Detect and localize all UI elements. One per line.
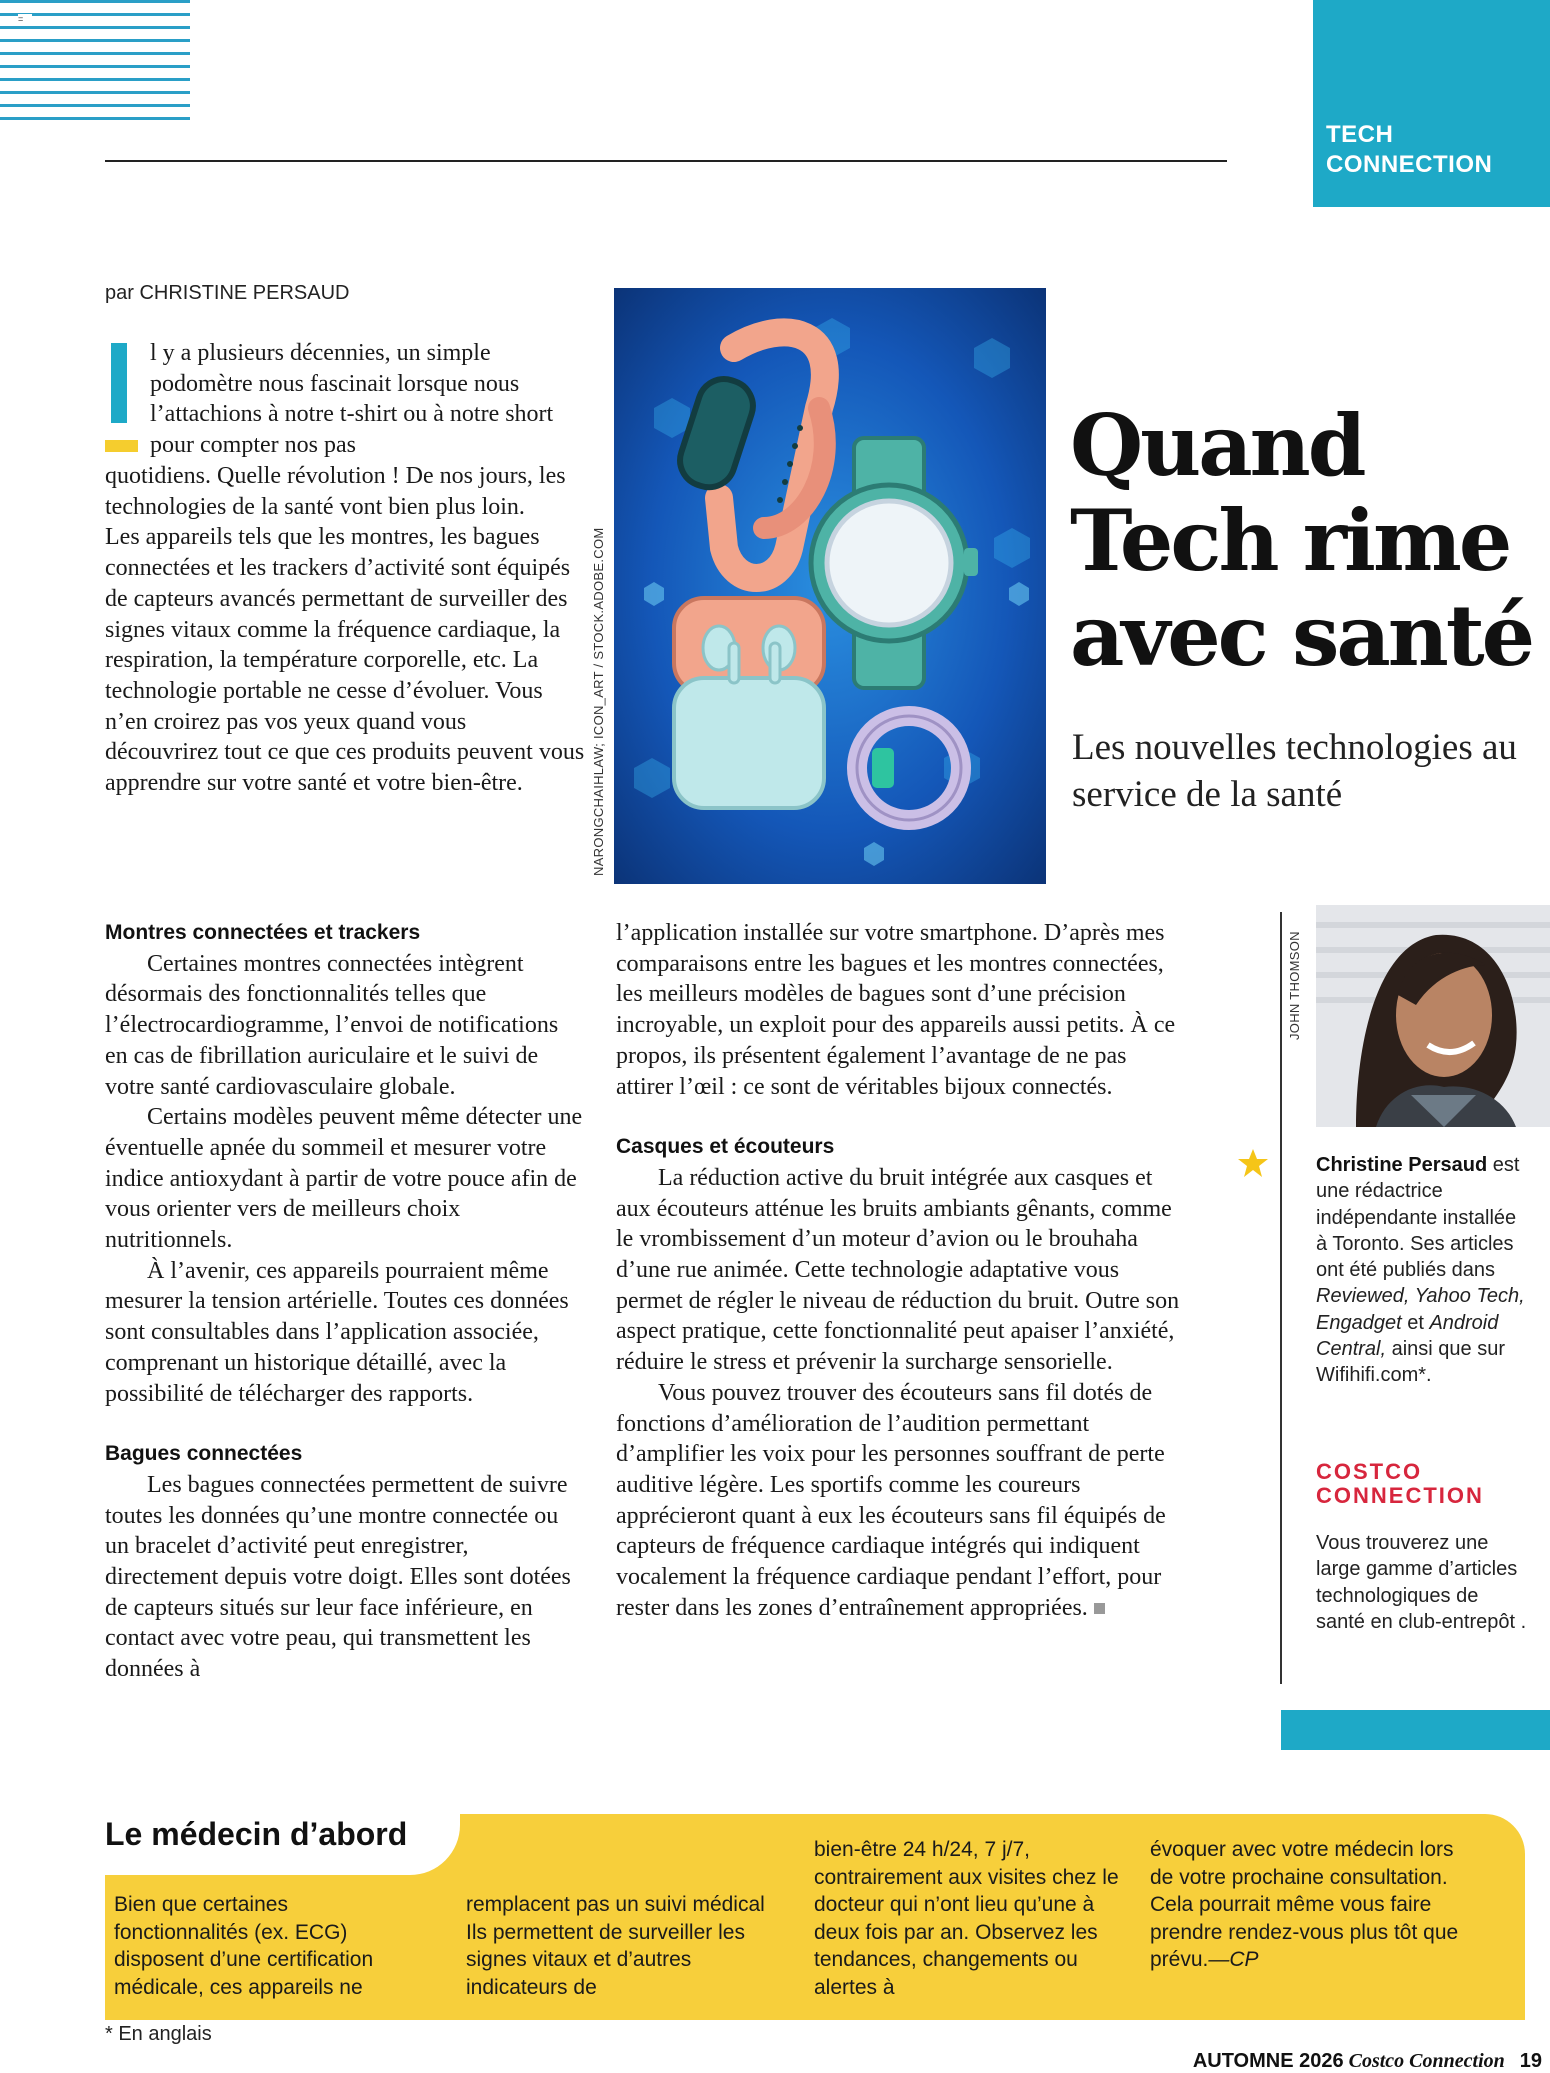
intro-dropcap-lines: l y a plusieurs décennies, un simple podomètre nous fascinait lorsque nous l’attachions à notre t-shirt ou à notre short pour compter nos pas <box>150 340 554 459</box>
costco-connection-label: COSTCO CONNECTION <box>1316 1459 1484 1508</box>
doctor-first-column-4 <box>1150 1836 1460 1974</box>
intro-paragraph-1-rest: quotidiens. Quelle révolution ! De nos jours, les technologies de la santé vont bien plus loin. <box>105 463 566 520</box>
section2-paragraph-1-continued: l’application installée sur votre smartphone. D’après mes comparaisons entre les bagues et les montres connectées, les meilleurs modèles de bagues sont d’une précision incroyable, un exploit pour des appareils aussi petits. À ce propos, ils présentent également l’avantage de ne pas attirer l’œil : ce sont de véritables bijoux connectés. <box>616 920 1176 1100</box>
author-portrait-icon <box>1316 905 1550 1127</box>
page-number: 19 <box>1519 2050 1542 2072</box>
wearables-illustration-icon <box>614 288 1046 884</box>
author-photo <box>1316 905 1550 1127</box>
costco-connection-text: Vous trouverez une large gamme d’articles technologiques de santé en club-entrepôt . <box>1316 1532 1527 1633</box>
section1-title: Montres connectées et trackers <box>105 921 421 944</box>
article-column-1 <box>105 918 585 1685</box>
hero-illustration <box>614 288 1046 884</box>
intro-body <box>105 461 585 799</box>
section1-paragraph-3: À l’avenir, ces appareils pourraient même mesurer la tension artérielle. Toutes ces données sont consultables dans l’application associée, comprenant un historique détaillé, avec la possibilité de télécharger des rapports. <box>105 1257 569 1407</box>
section3-title: Casques et écouteurs <box>616 1135 835 1159</box>
deck: Les nouvelles technologies au service de la santé <box>1072 727 1517 815</box>
section3-paragraph-2-text: Vous pouvez trouver des écouteurs sans fil dotés de fonctions d’amélioration de l’audition permettant d’amplifier les voix pour les personnes souffrant de perte auditive légère. Les sportifs comme les coureurs apprécieront quant à eux les écouteurs sans fil équipés de capteurs de fréquence cardiaque intégrés qui indiquent vocalement la fréquence cardiaque pendant l’effort, pour rester dans les zones d’entraînement appropriées. <box>616 1379 1166 1621</box>
star-icon <box>1237 1147 1269 1179</box>
headline: Quand Tech rime avec santé <box>1070 396 1533 685</box>
footnote: * En anglais <box>105 2023 212 2045</box>
section-tab-label: TECH CONNECTION <box>1326 121 1493 178</box>
header-rule <box>105 160 1227 162</box>
author-photo-credit-text: JOHN THOMSON <box>1287 931 1302 1040</box>
sidebar-accent-bar <box>1281 1710 1550 1750</box>
author-bio-b: et <box>1401 1311 1430 1334</box>
doctor-first-column-3: bien-être 24 h/24, 7 j/7, contrairement aux visites chez le docteur qui n’ont lieu qu’une à deux fois par an. Observez les tendances, changements ou alertes à <box>814 1838 1119 1999</box>
section1-paragraph-1: Certaines montres connectées intègrent désormais des fonctionnalités telles que l’électrocardiogramme, l’envoi de notifications en cas de fibrillation auriculaire et le suivi de votre santé cardiovasculaire globale. <box>105 950 559 1100</box>
doctor-first-column-1: Bien que certaines fonctionnalités (ex. ECG) disposent d’une certification médicale, ces appareils ne <box>114 1893 374 1999</box>
doctor-first-signature: —CP <box>1208 1948 1259 1971</box>
author-name: Christine Persaud <box>1316 1154 1488 1176</box>
author-bio-a: est une rédactrice indépendante installée à Toronto. Ses articles ont été publiés dans <box>1316 1154 1520 1282</box>
dropcap-accent-icon <box>105 440 138 452</box>
author-bio <box>1316 1152 1531 1389</box>
intro-paragraph-2: Les appareils tels que les montres, les bagues connectées et les trackers d’activité sont équipés de capteurs avancés permettant de surveiller des signes vitaux comme la fréquence cardiaque, la respiration, la température corporelle, etc. La technologie portable ne cesse d’évoluer. Vous n’en croirez pas vos yeux quand vous découvrirez tout ce que ces produits peuvent vous apprendre sur votre santé et votre bien-être. <box>105 524 585 797</box>
folio-season: AUTOMNE 2026 <box>1192 2050 1344 2072</box>
section3-paragraph-1: La réduction active du bruit intégrée aux casques et aux écouteurs atténue les bruits ambiants gênants, comme le vrombissement d’un moteur d’avion ou le brouhaha d’une rue animée. Cette technologie adaptative vous permet de régler le niveau de réduction du bruit. Outre son aspect pratique, cette fonctionnalité peut apaiser l’anxiété, réduire le stress et prévenir la surcharge sensorielle. <box>616 1164 1180 1376</box>
doctor-first-title: Le médecin d’abord <box>105 1816 408 1852</box>
hero-photo-credit-text: NARONGCHAIHLAW; ICON_ART / STOCK.ADOBE.COM <box>591 527 606 876</box>
author-bio-c: ainsi que sur Wifihifi.com*. <box>1316 1338 1505 1387</box>
doctor-first-column-4-text: évoquer avec votre médecin lors de votre prochaine consultation. Cela pourrait même vous faire prendre rendez-vous plus tôt que prévu. <box>1150 1838 1459 1971</box>
author-bio-publication-2: Android Central, <box>1316 1311 1499 1361</box>
end-mark-icon <box>1094 1603 1105 1614</box>
dropcap-bar-icon <box>111 343 127 423</box>
page-folio <box>1172 2050 1542 2073</box>
doctor-first-column-2: remplacent pas un suivi médical Ils permettent de surveiller les signes vitaux et d’autres indicateurs de <box>466 1893 765 1999</box>
section1-paragraph-2: Certains modèles peuvent même détecter une éventuelle apnée du sommeil et mesurer votre indice antioxydant à partir de votre pouce afin de vous orienter vers de meilleurs choix nutritionnels. <box>105 1104 583 1254</box>
section2-title: Bagues connectées <box>105 1442 303 1466</box>
author-bio-publications: Reviewed, Yahoo Tech, Engadget <box>1316 1285 1525 1334</box>
byline: par CHRISTINE PERSAUD <box>105 282 350 304</box>
section3-paragraph-2 <box>616 1378 1186 1624</box>
header-stripe-mark: = <box>18 14 32 24</box>
author-sidebar-rule <box>1280 912 1282 1684</box>
section2-paragraph-1: Les bagues connectées permettent de suivre toutes les données qu’une montre connectée ou un bracelet d’activité peut enregistrer, directement depuis votre doigt. Elles sont dotées de capteurs situés sur leur face inférieure, en contact avec votre peau, qui transmettent les données à <box>105 1471 571 1683</box>
article-column-2 <box>616 918 1186 1623</box>
folio-magazine: Costco Connection <box>1348 2050 1505 2072</box>
